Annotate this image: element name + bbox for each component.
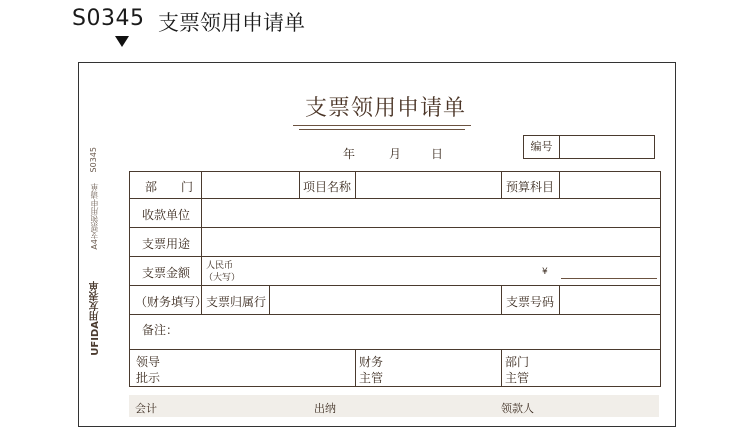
form-code: S0345	[72, 6, 145, 31]
leader-label-bottom: 批示	[136, 371, 161, 385]
title-underline-inner	[299, 129, 465, 130]
payee-label: 收款单位	[142, 208, 191, 222]
col-divider	[355, 349, 356, 386]
col-divider	[501, 172, 502, 198]
sheet-title: 支票领用申请单	[305, 96, 467, 121]
date-month-label: 月	[389, 147, 402, 161]
dept-label: 部 门	[145, 180, 194, 194]
check-number-label: 支票号码	[506, 295, 555, 309]
date-year-label: 年	[343, 147, 356, 161]
purpose-label: 支票用途	[142, 237, 191, 251]
row-divider	[130, 314, 660, 315]
col-divider	[559, 172, 560, 198]
amount-line	[561, 278, 657, 279]
signature-bar	[129, 395, 659, 417]
cashier-label: 出纳	[314, 402, 336, 415]
finance-label-top: 财务	[359, 355, 384, 369]
row-divider	[130, 285, 660, 286]
check-requisition-form	[78, 62, 676, 427]
brand-logo: UFIDA用友表单	[90, 281, 101, 356]
receiver-label: 领款人	[501, 402, 534, 415]
accountant-label: 会计	[135, 402, 157, 415]
project-name-label: 项目名称	[303, 180, 352, 194]
side-spec: A4支票领用申请单	[90, 183, 99, 250]
budget-item-label: 预算科目	[506, 180, 555, 194]
col-divider	[269, 285, 270, 314]
row-divider	[130, 349, 660, 350]
finance-fill-label: （财务填写）	[135, 295, 208, 309]
serial-label: 编号	[524, 136, 560, 158]
dept-head-label-top: 部门	[505, 355, 530, 369]
form-table	[129, 171, 661, 387]
col-divider	[355, 172, 356, 198]
serial-number-box	[523, 135, 655, 159]
remark-label: 备注：	[142, 323, 179, 337]
date-day-label: 日	[431, 147, 444, 161]
title-underline	[293, 125, 471, 126]
yen-symbol: ¥	[542, 267, 548, 277]
dept-head-label-bottom: 主管	[505, 371, 530, 385]
leader-label-top: 领导	[136, 355, 161, 369]
uppercase-label: （大写）	[204, 273, 241, 283]
row-divider	[130, 227, 660, 228]
rmb-label: 人民币	[206, 261, 234, 271]
col-divider	[559, 285, 560, 314]
down-arrow-icon	[115, 36, 129, 47]
finance-label-bottom: 主管	[359, 371, 384, 385]
col-divider	[501, 349, 502, 386]
col-divider	[501, 285, 502, 314]
row-divider	[130, 256, 660, 257]
col-divider	[299, 172, 300, 198]
amount-label: 支票金额	[142, 266, 191, 280]
row-divider	[130, 198, 660, 199]
attribution-label: 支票归属行	[206, 295, 267, 309]
form-name: 支票领用申请单	[158, 11, 305, 35]
side-code: S0345	[89, 147, 98, 173]
